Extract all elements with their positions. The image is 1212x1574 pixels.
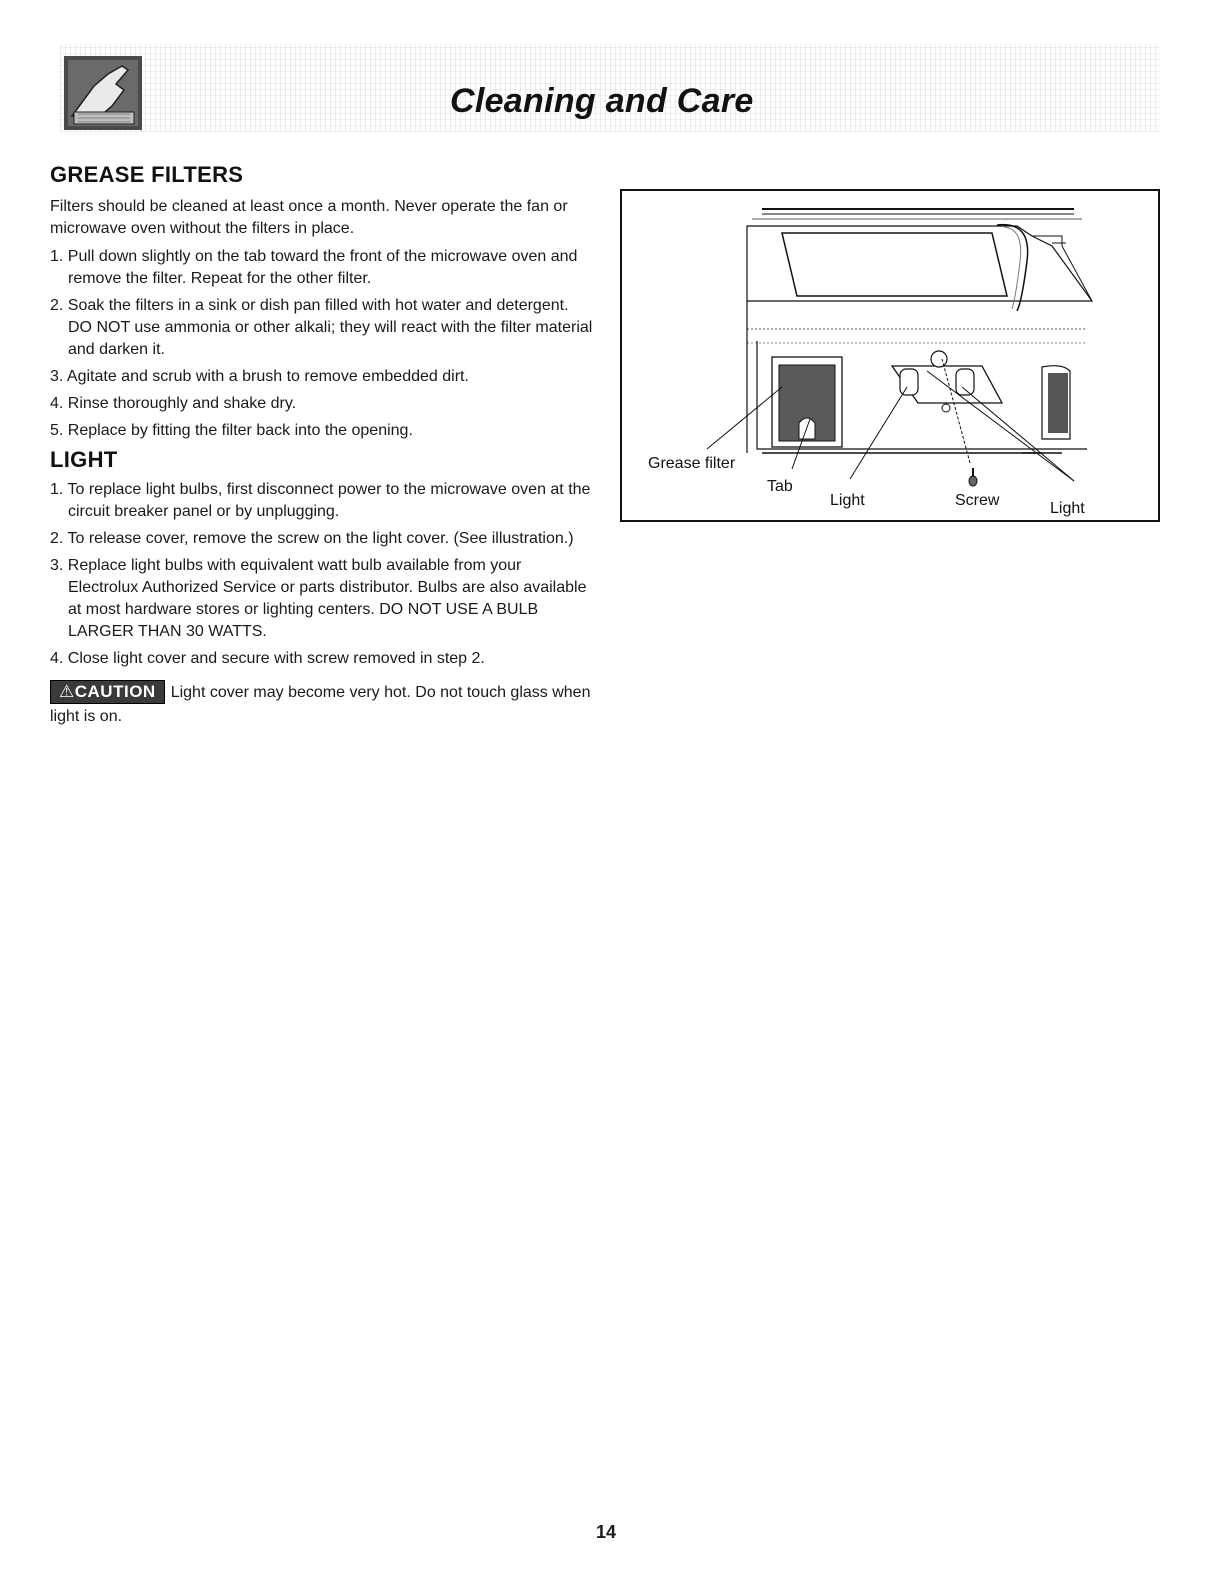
light-heading: LIGHT xyxy=(50,447,118,472)
list-item: 2. Soak the filters in a sink or dish pan filled with hot water and detergent. DO NOT use ammonia or other alkali; they will react with the filter material and darken it. xyxy=(50,297,593,358)
list-item: 4. Rinse thoroughly and shake dry. xyxy=(50,395,297,412)
figure-label-tab: Tab xyxy=(767,478,793,495)
warning-triangle-icon: ⚠ xyxy=(59,682,75,701)
list-item: 3. Replace light bulbs with equivalent watt bulb available from your Electrolux Authorized Service or parts distributor. Bulbs are also available at most hardware stores or lighting centers. DO NOT USE A BULB LARGER THAN 30 WATTS. xyxy=(50,557,587,640)
figure-label-light-right: Light xyxy=(1050,500,1085,517)
grease-filters-intro: Filters should be cleaned at least once a month. Never operate the fan or microwave oven without the filters in place. xyxy=(50,198,568,237)
list-item: 3. Agitate and scrub with a brush to remove embedded dirt. xyxy=(50,368,469,385)
figure-label-grease-filter: Grease filter xyxy=(648,455,736,472)
light-steps xyxy=(50,479,595,670)
list-item: 1. Pull down slightly on the tab toward the front of the microwave oven and remove the filter. Repeat for the other filter. xyxy=(50,248,578,287)
caution-badge xyxy=(50,680,165,704)
list-item: 5. Replace by fitting the filter back into the opening. xyxy=(50,422,413,439)
caution-text: Light cover may become very hot. Do not touch glass when light is on. xyxy=(50,684,591,725)
list-item: 1. To replace light bulbs, first disconnect power to the microwave oven at the circuit breaker panel or by unplugging. xyxy=(50,481,591,520)
instructions-column xyxy=(50,162,595,729)
page-title: Cleaning and Care xyxy=(450,82,754,120)
page-number: 14 xyxy=(595,1522,617,1542)
list-item: 4. Close light cover and secure with screw removed in step 2. xyxy=(50,650,485,667)
page-header xyxy=(60,44,1160,132)
figure-label-light-left: Light xyxy=(830,492,865,509)
caution-note xyxy=(50,680,595,729)
illustration-figure xyxy=(620,189,1160,522)
figure-label-screw: Screw xyxy=(955,492,1000,509)
grease-filters-steps xyxy=(50,246,595,442)
list-item: 2. To release cover, remove the screw on the light cover. (See illustration.) xyxy=(50,530,574,547)
grease-filters-heading: GREASE FILTERS xyxy=(50,162,244,187)
cleaning-hand-icon xyxy=(64,56,142,130)
caution-label: CAUTION xyxy=(74,682,156,701)
microwave-illustration xyxy=(622,191,1158,520)
